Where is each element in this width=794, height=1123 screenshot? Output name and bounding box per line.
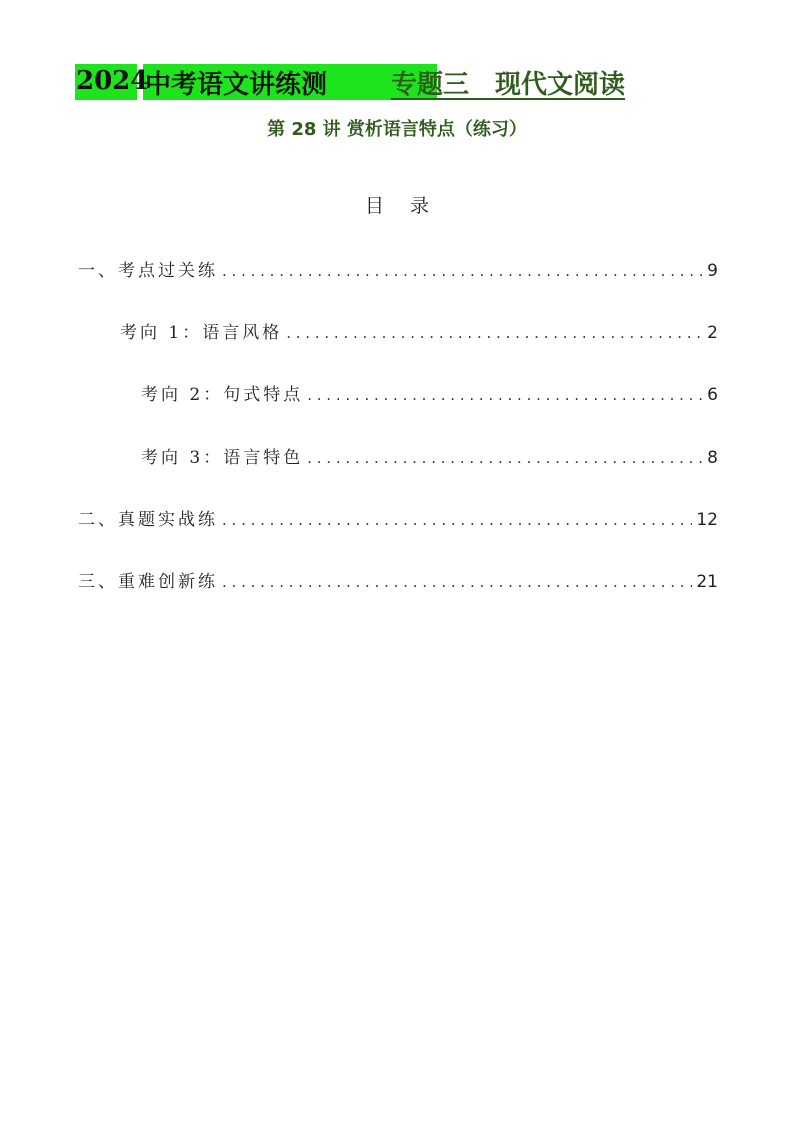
toc-entry-page: 21 [696,572,718,592]
title-topic: 专题三 现代文阅读 [391,70,626,100]
toc-leader-dots [222,262,703,280]
toc-leader-dots [307,386,703,404]
toc-entry[interactable] [78,505,718,531]
lesson-subtitle: 第 28 讲 赏析语言特点（练习） [267,119,527,140]
toc-entry-label: 考向 1：语言风格 [120,323,283,343]
title-series: 中考语文讲练测 [145,70,328,100]
toc-leader-dots [307,449,703,467]
toc-leader-dots [222,511,692,529]
toc-entry[interactable] [78,256,718,282]
title-year: 2024 [76,66,149,96]
toc-entry-label: 三、重难创新练 [78,572,218,592]
toc-entry-label: 二、真题实战练 [78,510,218,530]
toc-entry[interactable] [141,380,718,406]
toc-entry[interactable] [120,318,718,344]
toc-entry-page: 2 [707,323,718,343]
toc-entry-label: 一、考点过关练 [78,261,218,281]
toc-entry[interactable] [78,567,718,593]
toc-heading: 目录 [364,195,455,217]
toc-entry-page: 8 [707,448,718,468]
toc-entry[interactable] [141,443,718,469]
toc-entry-page: 12 [696,510,718,530]
toc-entry-page: 9 [707,261,718,281]
toc-entry-page: 6 [707,385,718,405]
toc-entry-label: 考向 3：语言特色 [141,448,304,468]
toc-leader-dots [222,573,692,591]
toc-entry-label: 考向 2：句式特点 [141,385,304,405]
toc-leader-dots [286,324,703,342]
document-title [75,62,715,102]
